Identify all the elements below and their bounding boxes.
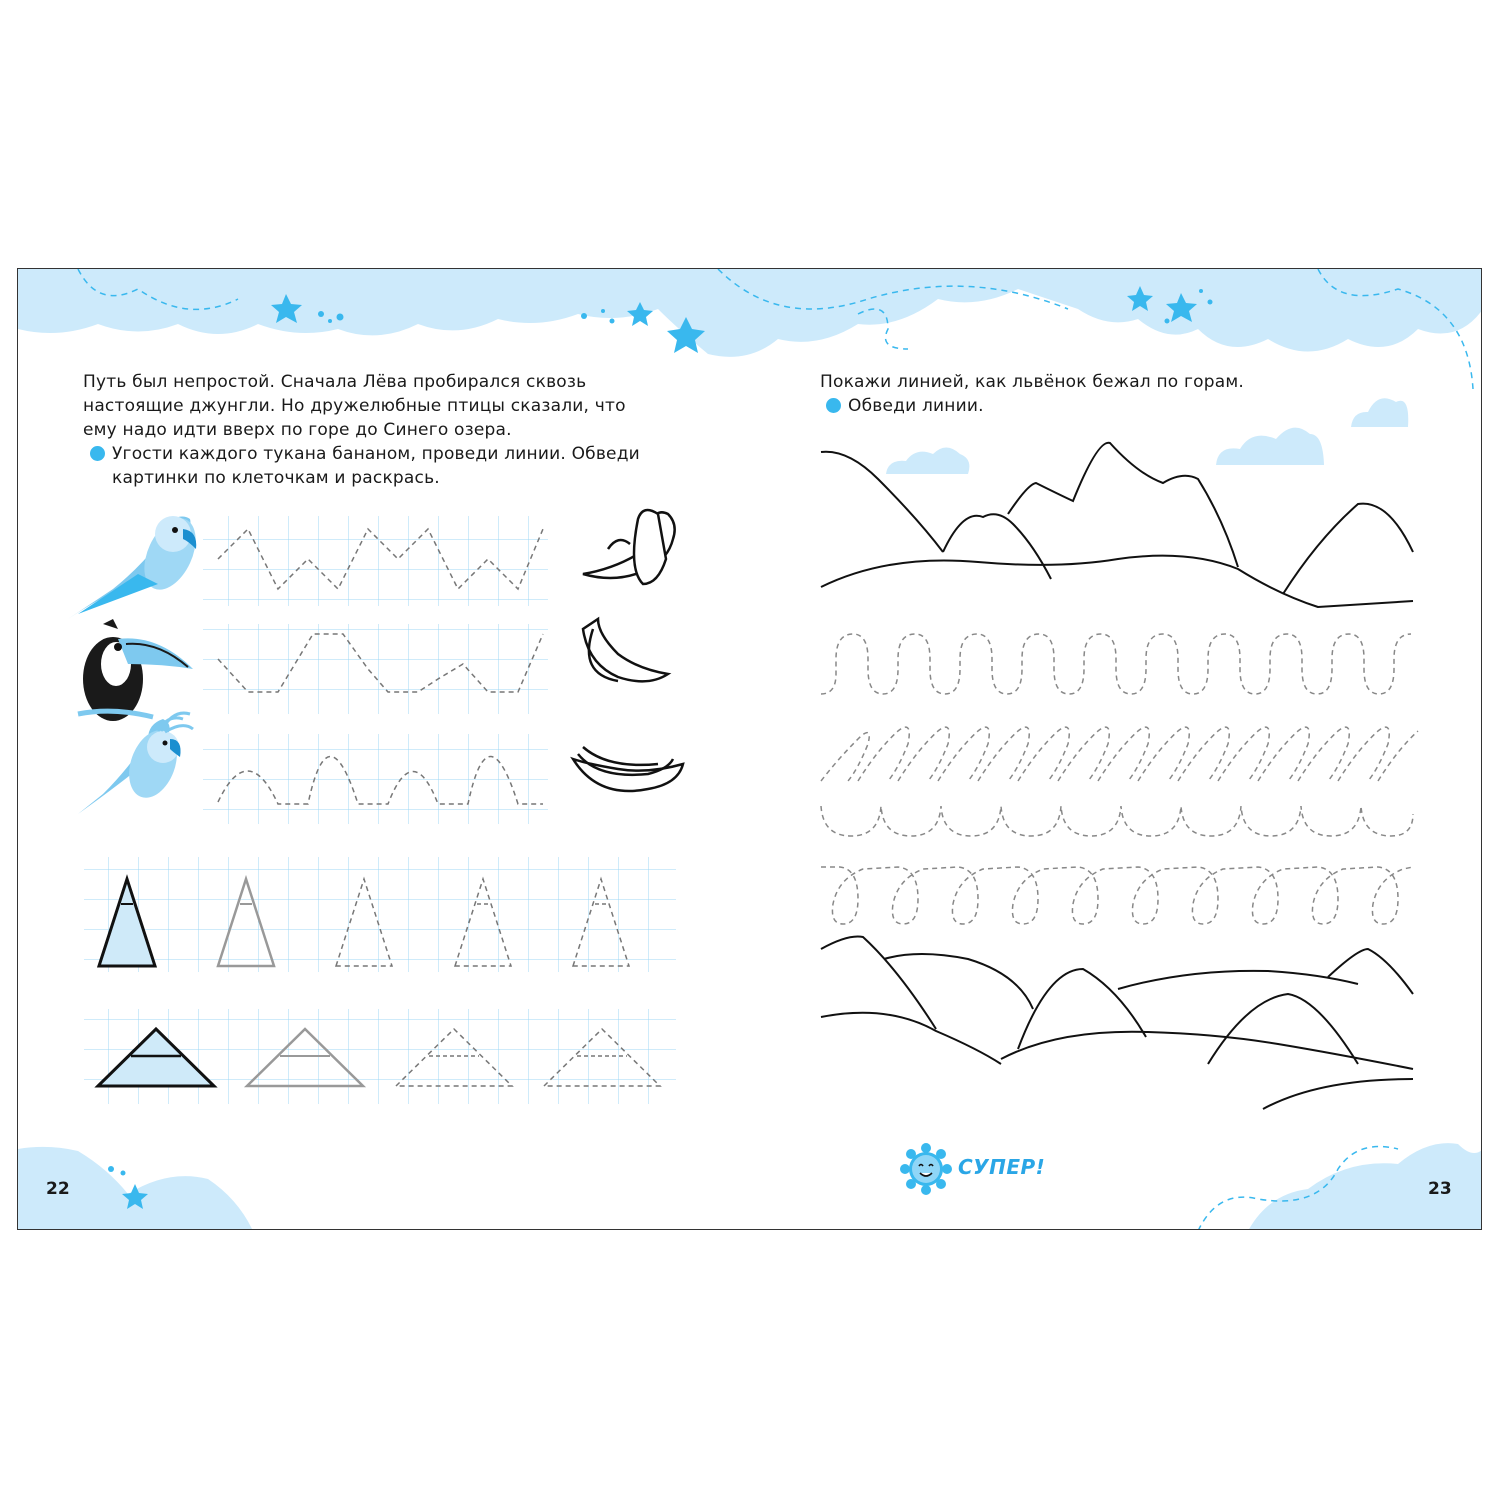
right-task: [826, 394, 984, 418]
task-line: картинки по клеточкам и раскрась.: [112, 468, 440, 488]
parrot-icon: [68, 510, 206, 619]
task-line: Обведи линии.: [848, 396, 984, 416]
super-badge: [958, 1155, 1045, 1179]
book-spread: [17, 268, 1482, 1230]
bottom-cloud-band: [18, 1143, 1482, 1230]
bullet-icon: [826, 398, 841, 413]
task-line: Угости каждого тукана бананом, проведи линии. Обведи: [112, 444, 640, 464]
right-intro: Покажи линией, как львёнок бежал по горам.: [820, 372, 1244, 392]
cockatoo-icon: [78, 713, 193, 814]
left-task: [90, 442, 640, 490]
story-line: настоящие джунгли. Но дружелюбные птицы сказали, что: [83, 396, 626, 416]
story-line: Путь был непростой. Сначала Лёва пробирался сквозь: [83, 372, 587, 392]
trace-patterns: [821, 634, 1418, 924]
page-number-right: 23: [1428, 1179, 1452, 1199]
page-number-left: 22: [46, 1179, 70, 1199]
sun-icon: [900, 1143, 952, 1195]
story-paragraph: [83, 370, 626, 442]
mountains-bottom: [821, 937, 1413, 1110]
bullet-icon: [90, 446, 105, 461]
triangle-grid-row-1: [84, 857, 676, 972]
story-line: ему надо идти вверх по горе до Синего озера.: [83, 420, 512, 440]
banana-icon: [573, 510, 683, 791]
super-label: СУПЕР!: [958, 1155, 1046, 1179]
left-bird-grids: [203, 516, 548, 824]
toucan-icon: [78, 619, 193, 721]
